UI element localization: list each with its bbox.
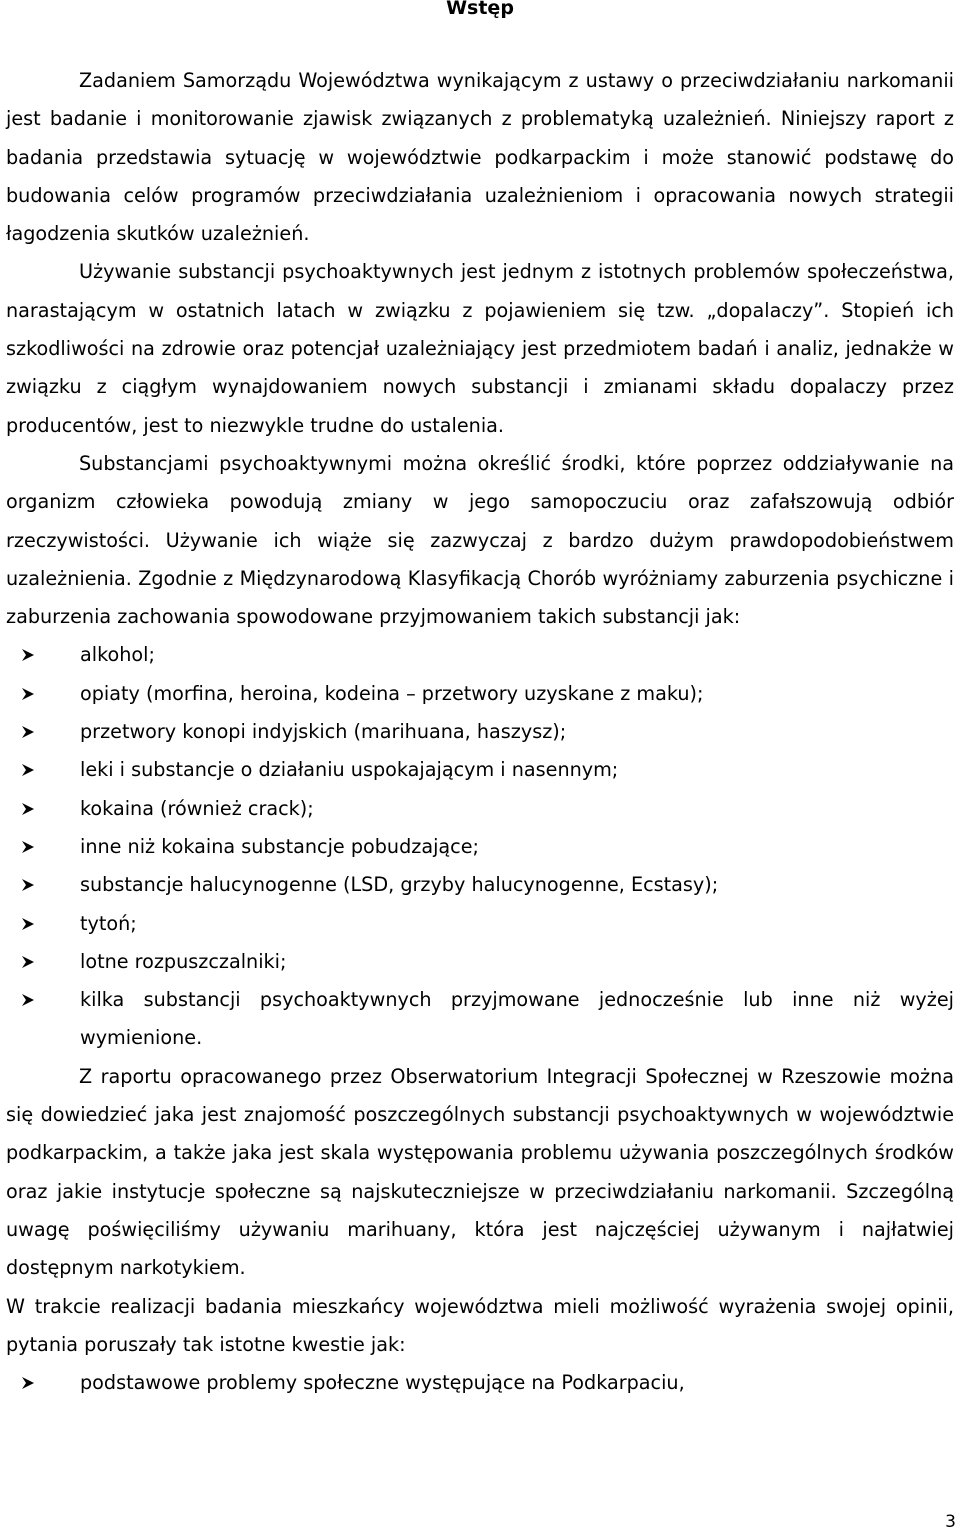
- list-item-text: inne niż kokaina substancje pobudzające;: [80, 834, 480, 858]
- list-item: [6, 713, 954, 751]
- arrowhead-bullet-icon: [21, 790, 41, 828]
- substances-list: [6, 636, 954, 1057]
- list-item-text: tytoń;: [80, 911, 137, 935]
- list-item-text: kokaina (również crack);: [80, 796, 314, 820]
- arrowhead-bullet-icon: [21, 905, 41, 943]
- arrowhead-bullet-icon: [21, 713, 41, 751]
- list-item-text: opiaty (morfina, heroina, kodeina – przetwory uzyskane z maku);: [80, 681, 704, 705]
- paragraph-report: Z raportu opracowanego przez Obserwatorium Integracji Społecznej w Rzeszowie można się dowiedzieć jaka jest znajomość poszczególnych substancji psychoaktywnych w województwie podkarpackim, a także jaka jest skala występowania problemu używania poszczególnych środków oraz jakie instytucje społeczne są najskuteczniejsze w przeciwdziałaniu narkomanii. Szczególną uwagę poświęciliśmy używaniu marihuany, która jest najczęściej używanym i najłatwiej dostępnym narkotykiem.: [6, 1064, 954, 1280]
- paragraph-intro: Zadaniem Samorządu Województwa wynikającym z ustawy o przeciwdziałaniu narkomanii jest badanie i monitorowanie zjawisk związanych z problematyką uzależnień. Niniejszy raport z badania przedstawia sytuację w województwie podkarpackim i może stanowić podstawę do budowania celów programów przeciwdziałania uzależnieniom i opracowania nowych strategii łagodzenia skutków uzależnień.: [6, 69, 954, 246]
- list-item: [6, 675, 954, 713]
- arrowhead-bullet-icon: [21, 828, 41, 866]
- list-item-text: przetwory konopi indyjskich (marihuana, haszysz);: [80, 720, 567, 744]
- arrowhead-bullet-icon: [21, 751, 41, 789]
- list-item-text: alkohol;: [80, 643, 155, 667]
- paragraph-classification: Substancjami psychoaktywnymi można określić środki, które poprzez oddziaływanie na organizm człowieka powodują zmiany w jego samopoczuciu oraz zafałszowują odbiór rzeczywistości. Używanie ich wiąże się zazwyczaj z bardzo dużym prawdopodobieństwem uzależnienia. Zgodnie z Międzynarodową Klasyfikacją Chorób wyróżniamy zaburzenia psychiczne i zaburzenia zachowania spowodowane przyjmowaniem takich substancji jak:: [6, 451, 954, 629]
- arrowhead-bullet-icon: [21, 636, 41, 674]
- list-item-text: podstawowe problemy społeczne występujące na Podkarpaciu,: [80, 1371, 685, 1395]
- page-number: 3: [945, 1512, 956, 1532]
- paragraph-psychoactive-use: Używanie substancji psychoaktywnych jest jednym z istotnych problemów społeczeństwa, narastającym w ostatnich latach w związku z pojawieniem się tzw. „dopalaczy”. Stopień ich szkodliwości na zdrowie oraz potencjał uzależniający jest przedmiotem badań i analiz, jednakże w związku z ciągłym wynajdowaniem nowych substancji i zmianami składu dopalaczy przez producentów, jest to niezwykle trudne do ustalenia.: [6, 260, 954, 437]
- list-item: [6, 943, 954, 981]
- list-item-text: leki i substancje o działaniu uspokajającym i nasennym;: [80, 758, 619, 782]
- section-heading: Wstęp: [446, 0, 514, 19]
- document-page: [6, 0, 954, 1402]
- paragraph-survey: W trakcie realizacji badania mieszkańcy województwa mieli możliwość wyrażenia swojej opinii, pytania poruszały tak istotne kwestie jak:: [6, 1294, 954, 1356]
- list-item: [6, 636, 954, 674]
- list-item: [6, 905, 954, 943]
- list-item-text: substancje halucynogenne (LSD, grzyby halucynogenne, Ecstasy);: [80, 873, 719, 897]
- list-item: [6, 981, 954, 1058]
- list-item: [6, 828, 954, 866]
- list-item-text: kilka substancji psychoaktywnych przyjmowane jednocześnie lub inne niż wyżej wymienione.: [80, 988, 954, 1050]
- list-item: [6, 790, 954, 828]
- arrowhead-bullet-icon: [21, 981, 41, 1019]
- list-item-text: lotne rozpuszczalniki;: [80, 949, 287, 973]
- arrowhead-bullet-icon: [21, 675, 41, 713]
- arrowhead-bullet-icon: [21, 943, 41, 981]
- list-item: [6, 1364, 954, 1402]
- arrowhead-bullet-icon: [21, 1364, 41, 1402]
- arrowhead-bullet-icon: [21, 866, 41, 904]
- issues-list: [6, 1364, 954, 1402]
- list-item: [6, 866, 954, 904]
- list-item: [6, 751, 954, 789]
